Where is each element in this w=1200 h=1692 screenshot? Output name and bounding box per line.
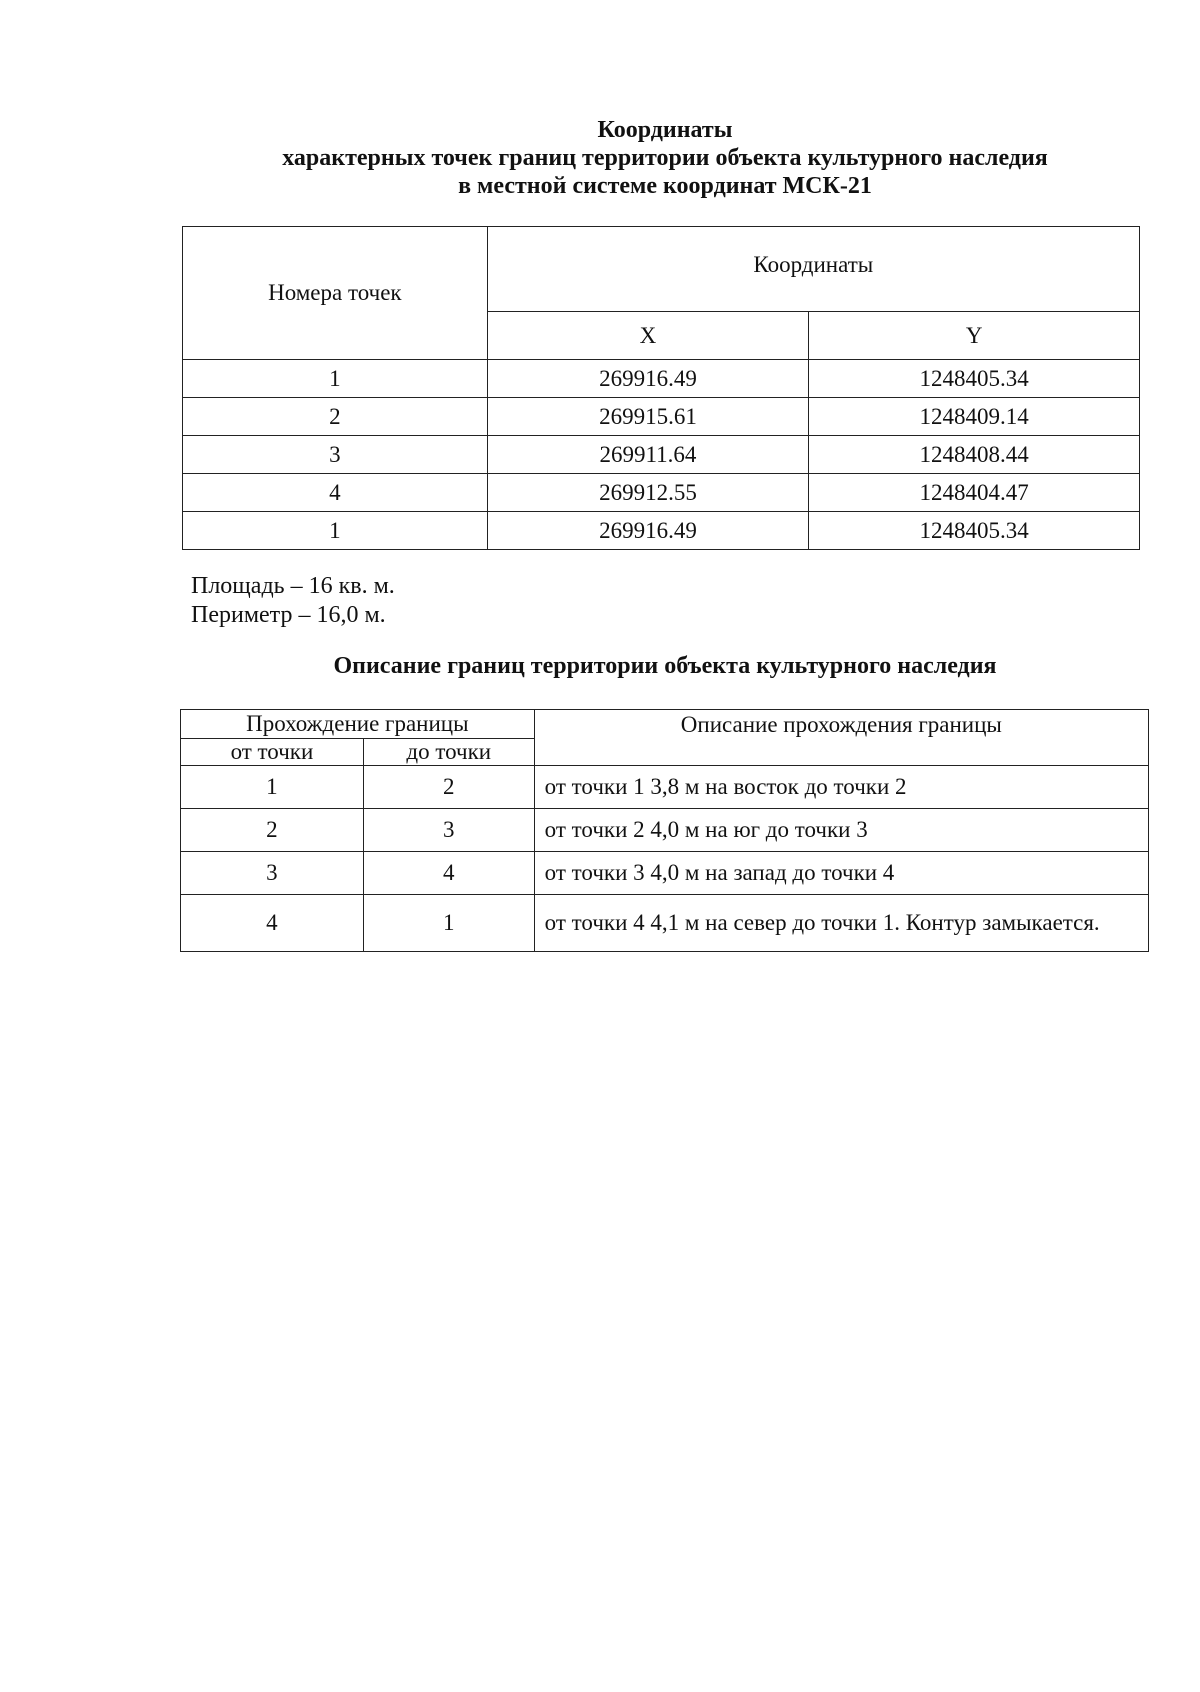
x-value-cell: 269911.64 [487, 436, 809, 474]
table-row [183, 398, 1140, 436]
boundary-description-cell: от точки 2 4,0 м на юг до точки 3 [534, 809, 1148, 852]
table-row [183, 436, 1140, 474]
to-point-cell: 4 [363, 852, 534, 895]
title-line-1: Координаты [597, 117, 733, 143]
table-row [181, 766, 1149, 809]
y-value-cell: 1248409.14 [809, 398, 1140, 436]
point-number-cell: 3 [183, 436, 488, 474]
coordinates-header-row [183, 227, 1140, 312]
from-point-cell: 1 [181, 766, 364, 809]
table-row [181, 809, 1149, 852]
boundary-description-cell: от точки 1 3,8 м на восток до точки 2 [534, 766, 1148, 809]
coordinates-table [182, 226, 1140, 550]
table-row [183, 474, 1140, 512]
point-number-cell: 4 [183, 474, 488, 512]
y-column-header: Y [809, 312, 1140, 360]
x-column-header: X [487, 312, 809, 360]
point-number-cell: 1 [183, 360, 488, 398]
x-value-cell: 269916.49 [487, 512, 809, 550]
document-title [0, 116, 1200, 200]
coordinates-column-header: Координаты [487, 227, 1139, 312]
table-row [181, 895, 1149, 952]
y-value-cell: 1248405.34 [809, 360, 1140, 398]
x-value-cell: 269916.49 [487, 360, 809, 398]
y-value-cell: 1248405.34 [809, 512, 1140, 550]
boundary-description-table [180, 709, 1149, 952]
title-line-2: характерных точек границ территории объекта культурного наследия [282, 145, 1048, 171]
points-column-header: Номера точек [183, 227, 488, 360]
to-point-cell: 2 [363, 766, 534, 809]
to-point-cell: 1 [363, 895, 534, 952]
passage-column-header: Прохождение границы [181, 710, 535, 739]
from-point-cell: 2 [181, 809, 364, 852]
area-text: Площадь – 16 кв. м. [191, 573, 395, 599]
x-value-cell: 269915.61 [487, 398, 809, 436]
description-header-row [181, 710, 1149, 739]
table-row [183, 512, 1140, 550]
to-point-cell: 3 [363, 809, 534, 852]
point-number-cell: 1 [183, 512, 488, 550]
description-column-header: Описание прохождения границы [534, 710, 1148, 766]
boundary-description-cell: от точки 3 4,0 м на запад до точки 4 [534, 852, 1148, 895]
table-row [183, 360, 1140, 398]
to-point-column-header: до точки [363, 739, 534, 766]
title-line-3: в местной системе координат МСК-21 [458, 173, 872, 199]
from-point-cell: 3 [181, 852, 364, 895]
y-value-cell: 1248404.47 [809, 474, 1140, 512]
perimeter-text: Периметр – 16,0 м. [191, 602, 386, 628]
y-value-cell: 1248408.44 [809, 436, 1140, 474]
x-value-cell: 269912.55 [487, 474, 809, 512]
point-number-cell: 2 [183, 398, 488, 436]
from-point-column-header: от точки [181, 739, 364, 766]
from-point-cell: 4 [181, 895, 364, 952]
area-perimeter-summary [191, 572, 395, 630]
section-title: Описание границ территории объекта культурного наследия [333, 653, 997, 679]
table-row [181, 852, 1149, 895]
boundary-description-cell: от точки 4 4,1 м на север до точки 1. Контур замыкается. [534, 895, 1148, 952]
